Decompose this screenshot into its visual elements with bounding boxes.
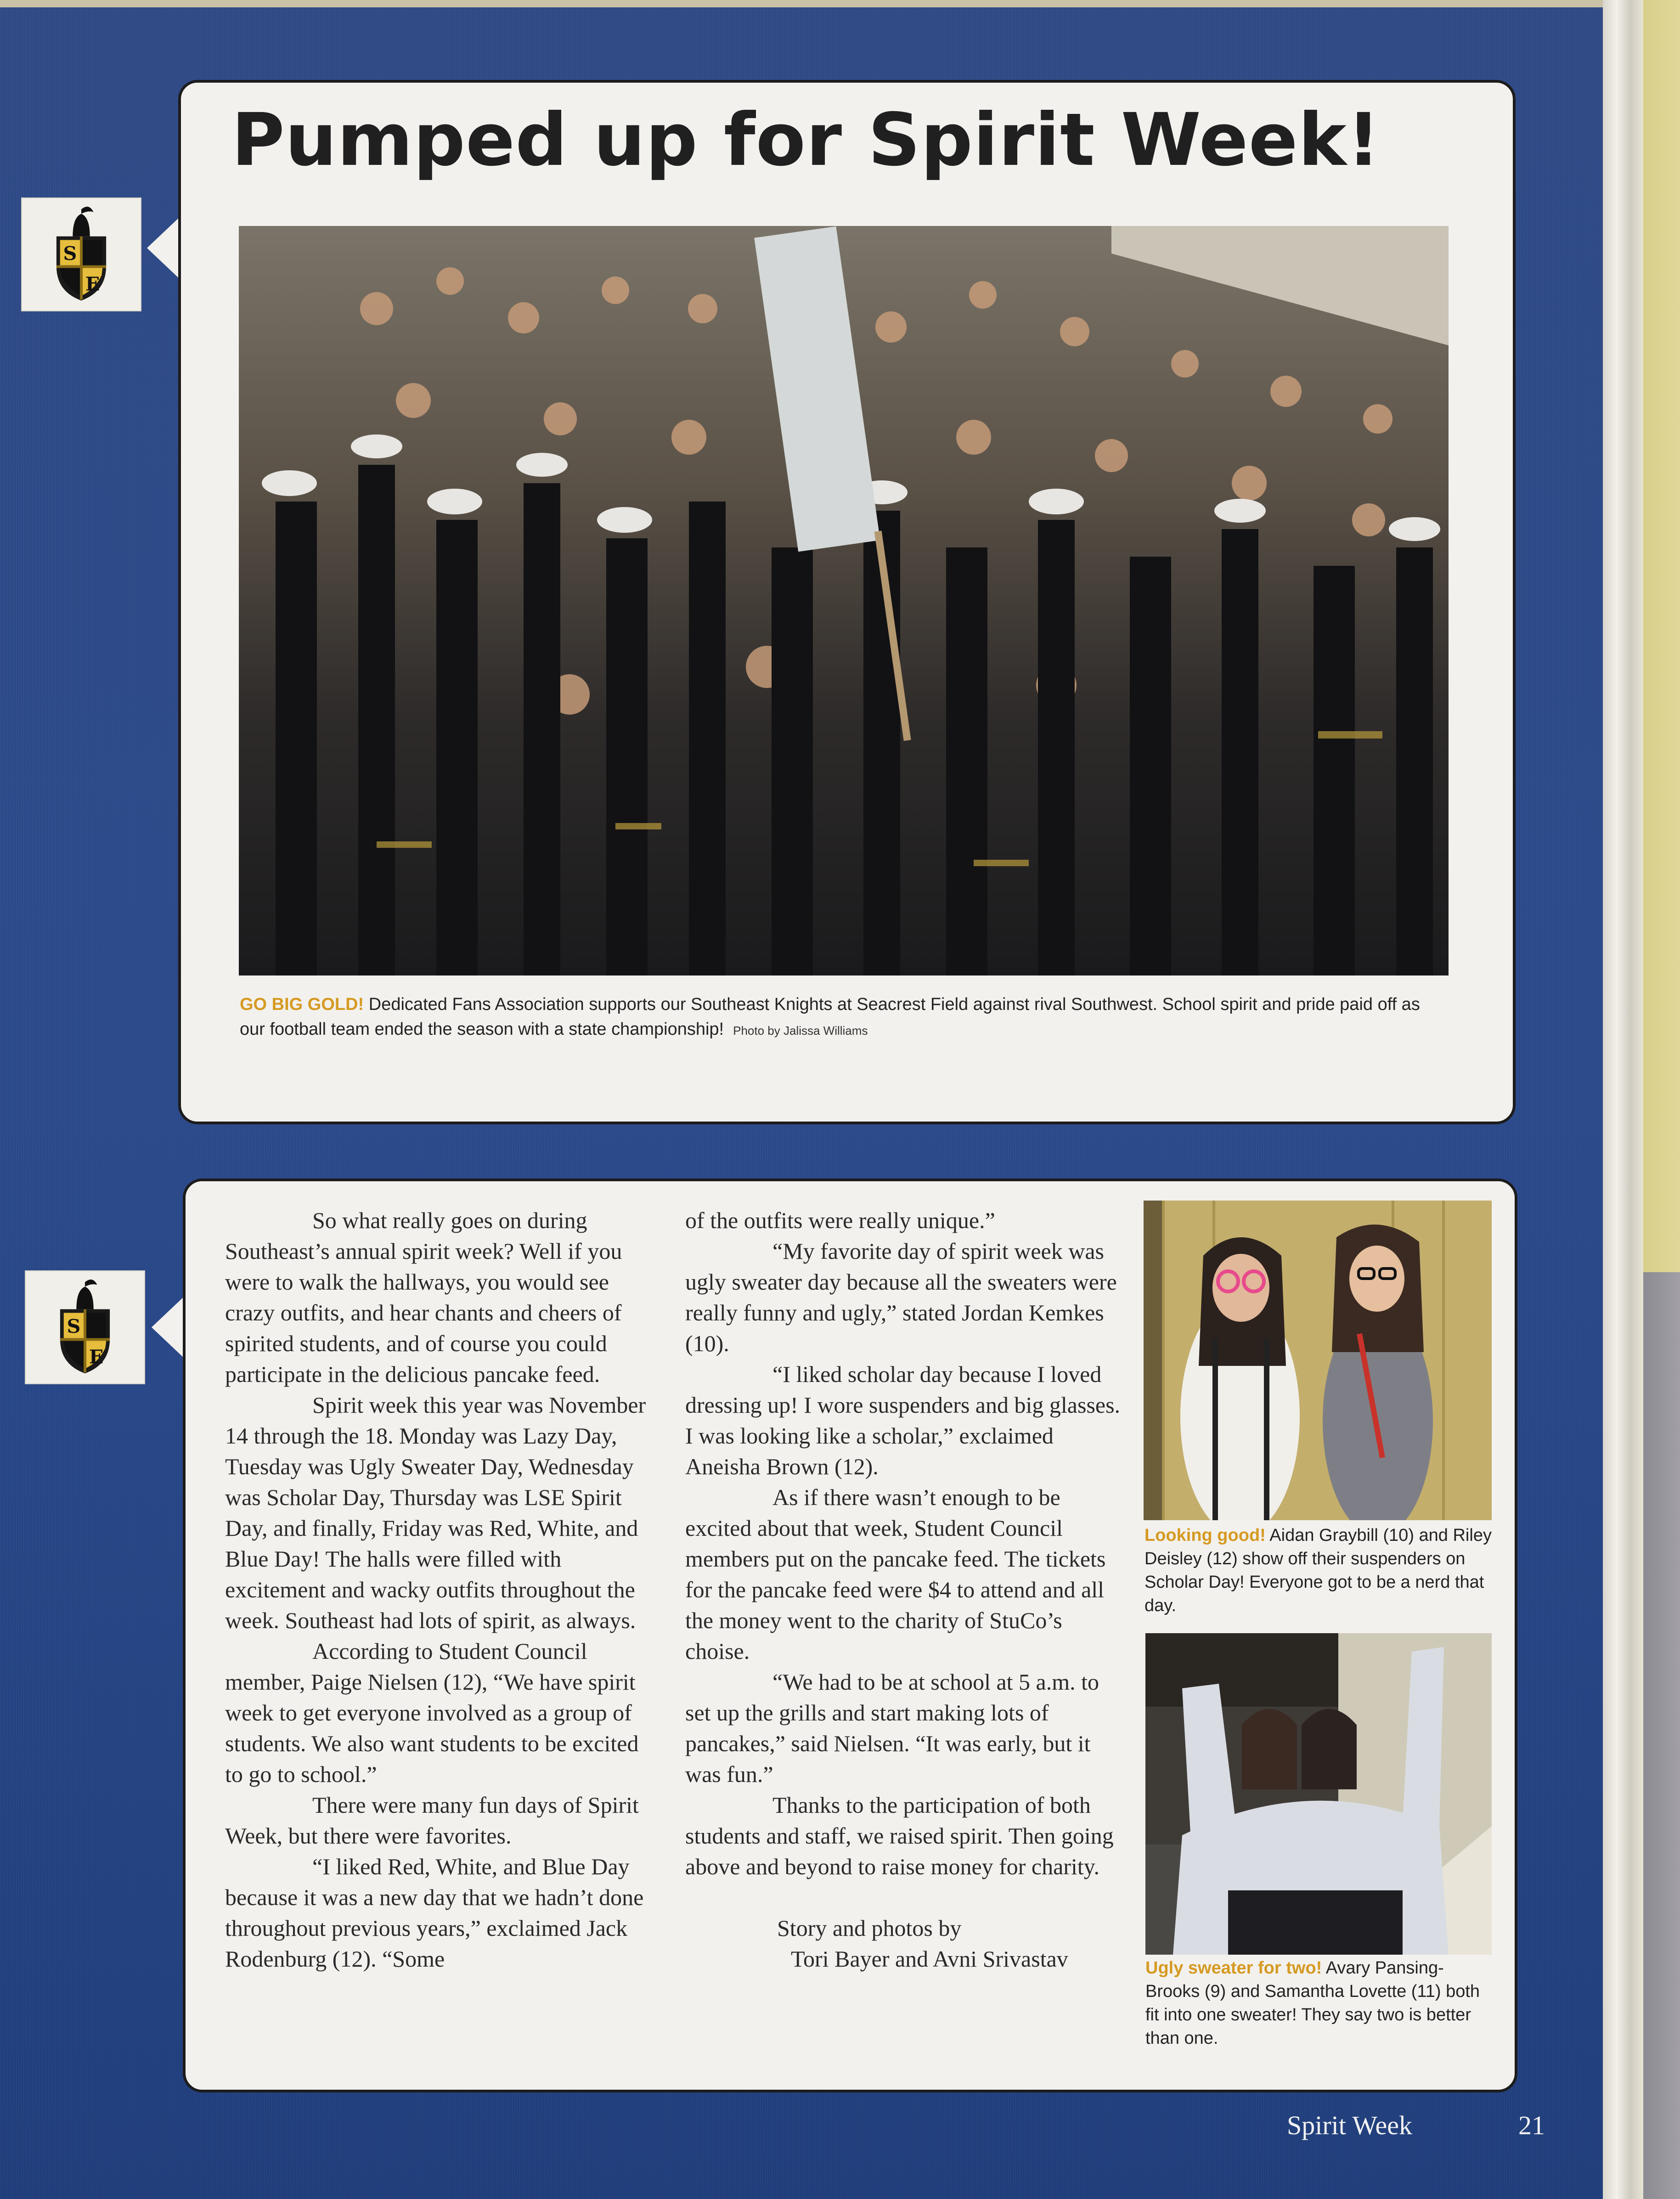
speech-tail-top bbox=[147, 216, 181, 280]
story-paragraph: Spirit week this year was November 14 through the 18. Monday was Lazy Day, Tuesday was Ugly Sweater Day, Wednesday was Scholar Day, Thursday was LSE Spirit Day, and finally, Friday was Red, White, and Blue Day! The halls were filled with excitement and wacky outfits throughout the week. Southeast had lots of spirit, as always. bbox=[225, 1392, 646, 1633]
crest-badge-top bbox=[21, 197, 141, 311]
story-continuation: of the outfits were really unique.” bbox=[685, 1207, 995, 1233]
byline-label: Story and photos by bbox=[777, 1915, 962, 1941]
byline-names: Tori Bayer and Avni Srivastav bbox=[791, 1946, 1068, 1972]
byline bbox=[685, 1913, 1126, 1974]
ugly-sweater-photo bbox=[1145, 1633, 1492, 1955]
story-paragraph: “I liked Red, White, and Blue Day because it was a new day that we hadn’t done throughout previous years,” exclaimed Jack Rodenburg (12). “Some bbox=[225, 1854, 644, 1972]
page-number: 21 bbox=[1518, 2110, 1545, 2140]
school-crest-icon bbox=[22, 198, 141, 310]
crowd-photo-image bbox=[239, 226, 1449, 975]
crest-letter-s: S bbox=[67, 1314, 81, 1337]
crest-letter-s: S bbox=[63, 242, 77, 265]
scholar-photo-caption bbox=[1144, 1524, 1494, 1618]
story-paragraph: As if there wasn’t enough to be excited about that week, Student Council members put on the pancake feed. The tickets for the pancake feed were $4 to attend and all the money went to the charity of StuCo’s choise. bbox=[685, 1484, 1106, 1664]
story-column-1 bbox=[225, 1205, 648, 1974]
caption-text: Aidan Graybill (10) and Riley Deisley (12) show off their suspenders on Scholar Day! Everyone got to be a nerd that day. bbox=[1144, 1526, 1492, 1615]
page-top-edge bbox=[0, 0, 1680, 7]
caption-text: Avary Pansing-Brooks (9) and Samantha Lovette (11) both fit into one sweater! They say two is better than one. bbox=[1145, 1958, 1480, 2048]
speech-tail-bottom bbox=[152, 1295, 186, 1359]
caption-kicker: GO BIG GOLD! bbox=[240, 995, 364, 1014]
caption-kicker: Looking good! bbox=[1144, 1526, 1266, 1545]
story-paragraph: Thanks to the participation of both students and staff, we raised spirit. Then going above and beyond to raise money for charity. bbox=[685, 1792, 1114, 1879]
story-paragraph: “I liked scholar day because I loved dressing up! I wore suspenders and big glasses. I was looking like a scholar,” exclaimed Aneisha Brown (12). bbox=[685, 1361, 1121, 1479]
story-paragraph: There were many fun days of Spirit Week, but there were favorites. bbox=[225, 1792, 639, 1849]
ugly-sweater-photo-image bbox=[1145, 1633, 1492, 1955]
crest-letter-e: E bbox=[89, 1345, 104, 1368]
scholar-day-photo-image bbox=[1144, 1201, 1492, 1520]
caption-text: Dedicated Fans Association supports our Southeast Knights at Seacrest Field against rival Southwest. School spirit and pride paid off as our football team ended the season with a state championship! bbox=[240, 995, 1420, 1039]
main-photo-caption bbox=[240, 992, 1443, 1043]
crowd-photo bbox=[239, 226, 1449, 975]
story-column-2 bbox=[685, 1205, 1126, 1974]
photo-credit: Photo by Jalissa Williams bbox=[733, 1024, 868, 1037]
caption-kicker: Ugly sweater for two! bbox=[1145, 1958, 1322, 1978]
crest-badge-bottom bbox=[25, 1270, 145, 1384]
story-paragraph: According to Student Council member, Paige Nielsen (12), “We have spirit week to get everyone involved as a group of students. We also want students to be excited to go to school.” bbox=[225, 1638, 639, 1787]
crest-letter-e: E bbox=[85, 272, 100, 295]
footer-section-title: Spirit Week bbox=[1287, 2110, 1412, 2140]
story-paragraph: “We had to be at school at 5 a.m. to set up the grills and start making lots of pancakes,” said Nielsen. “It was early, but it was fun.” bbox=[685, 1669, 1099, 1787]
gray-tab-strip bbox=[1643, 1272, 1680, 2199]
sweater-photo-caption bbox=[1145, 1957, 1494, 2050]
scholar-day-photo bbox=[1144, 1201, 1492, 1520]
story-paragraph: “My favorite day of spirit week was ugly sweater day because all the sweaters were really funny and ugly,” stated Jordan Kemkes (10). bbox=[685, 1238, 1117, 1356]
school-crest-icon bbox=[26, 1271, 144, 1383]
story-paragraph: So what really goes on during Southeast’s annual spirit week? Well if you were to walk the hallways, you would see crazy outfits, and hear chants and cheers of spirited students, and of course you could participate in the delicious pancake feed. bbox=[225, 1207, 622, 1387]
page-title: Pumped up for Spirit Week! bbox=[231, 98, 1381, 182]
gold-tab-strip bbox=[1643, 0, 1680, 1272]
